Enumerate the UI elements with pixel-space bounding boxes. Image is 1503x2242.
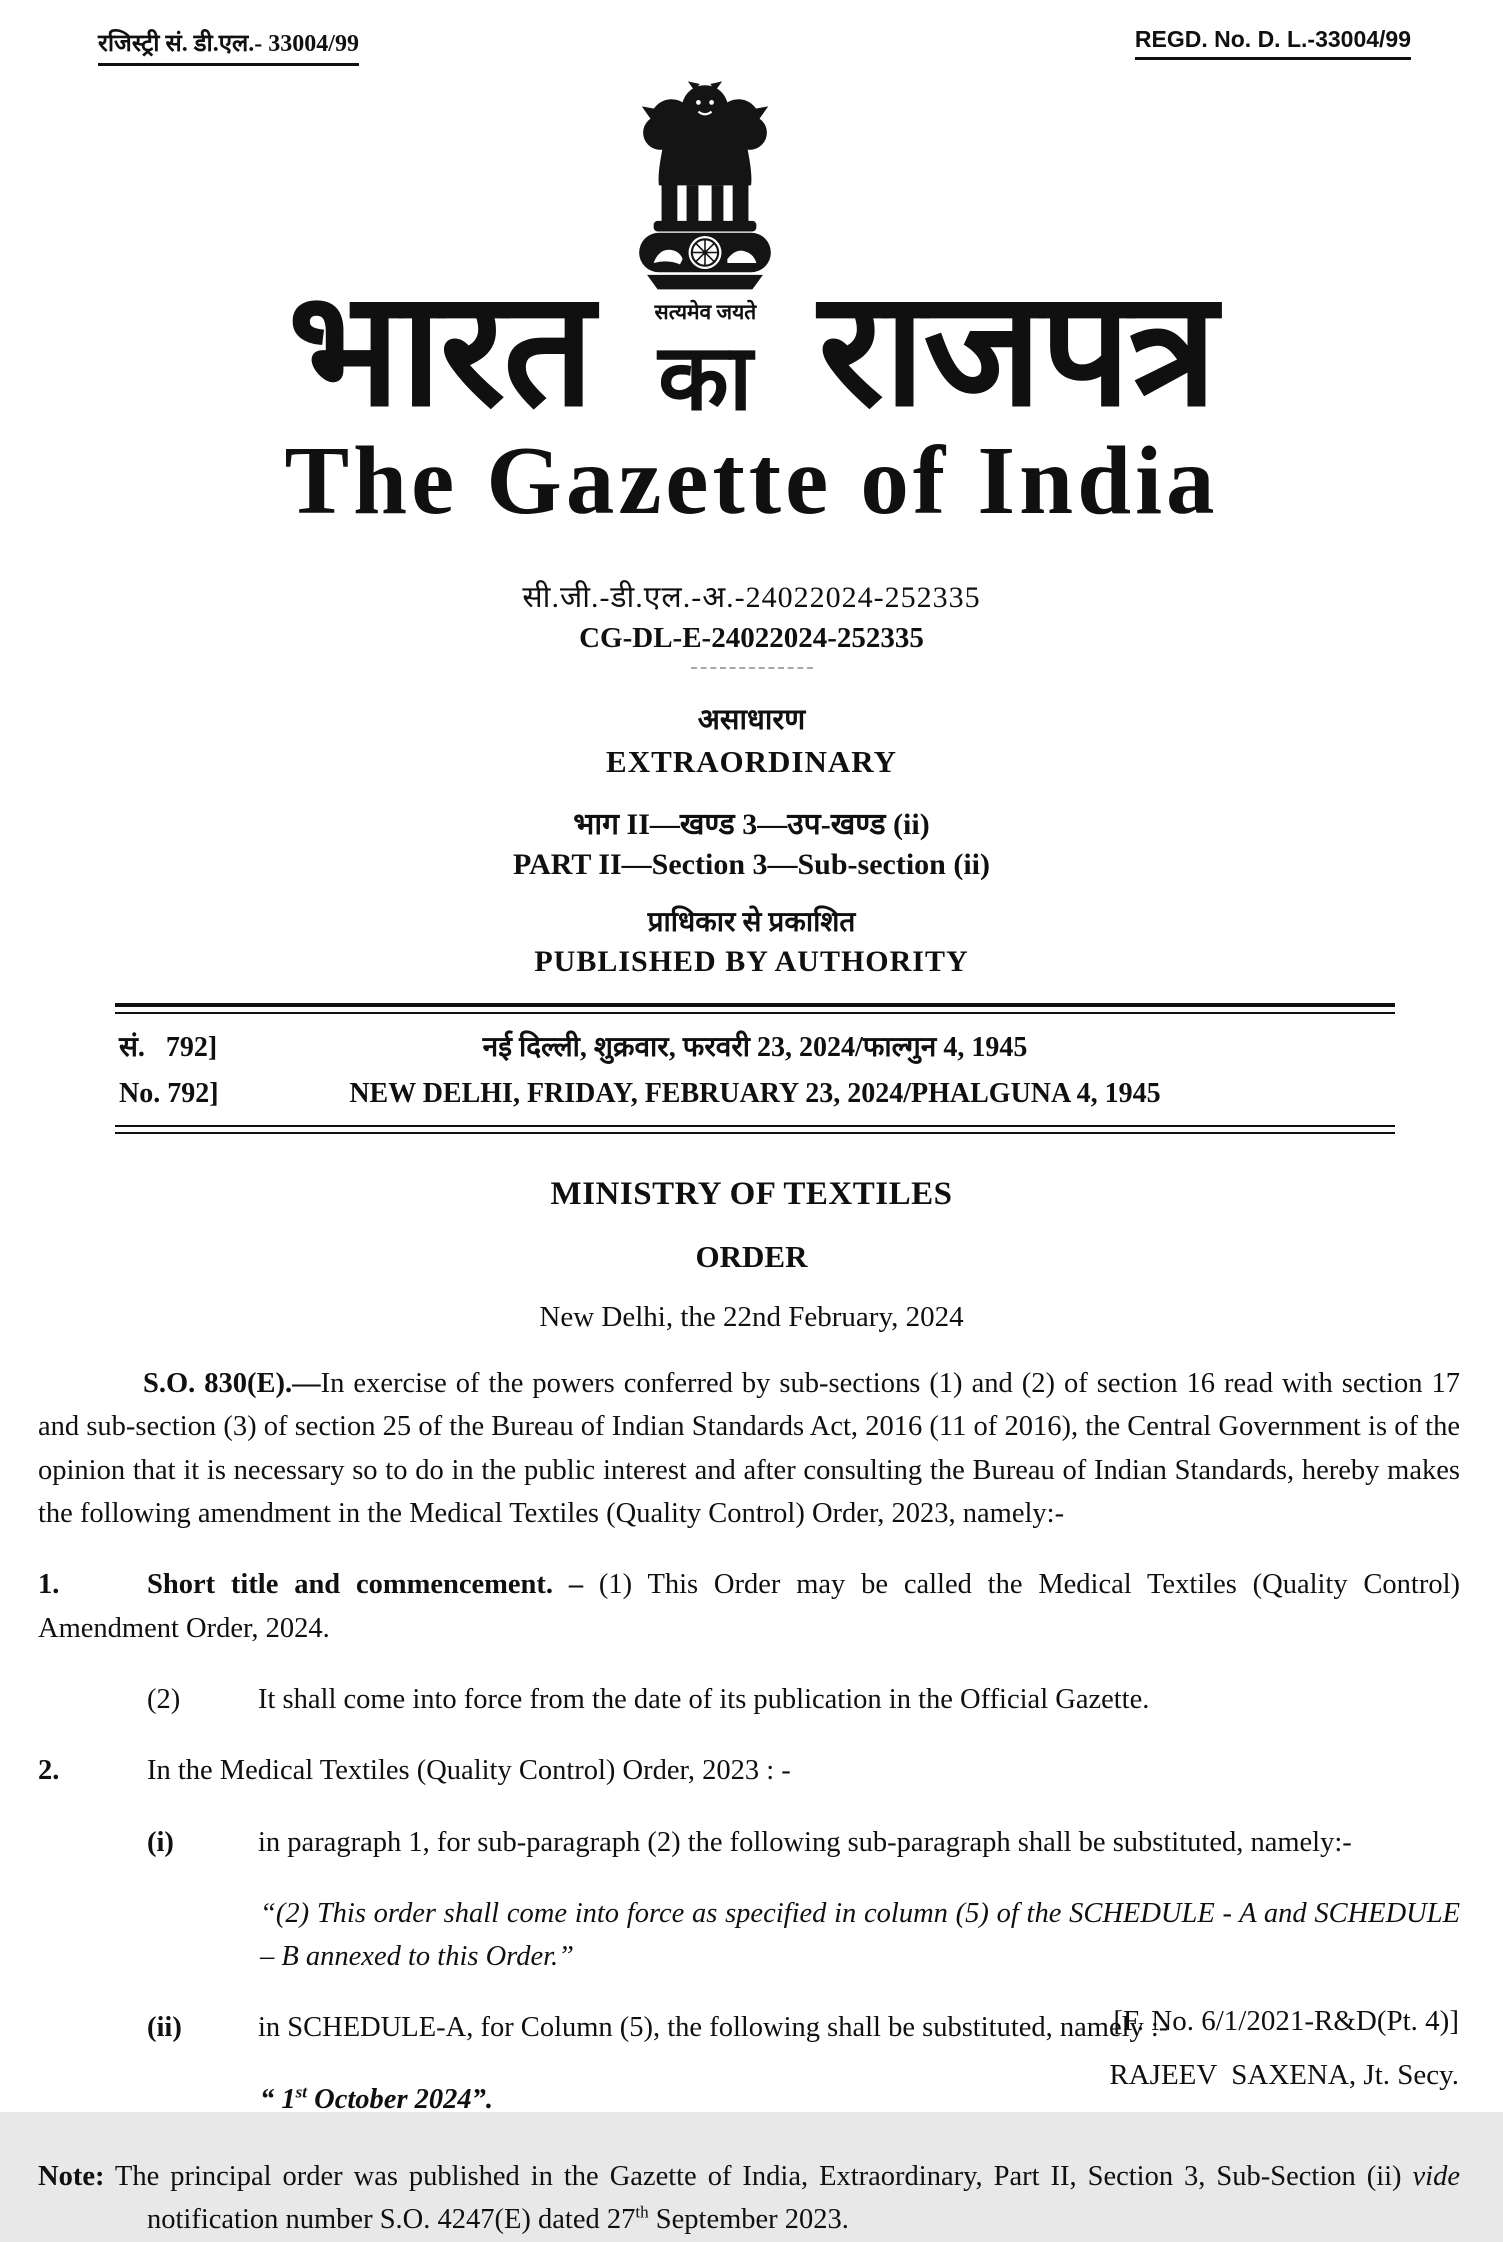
quoted-date-sup: st bbox=[295, 2082, 308, 2102]
note-part1: The principal order was published in the Gazette of India, Extraordinary, Part II, Section 3, Sub-Section (ii) bbox=[104, 2161, 1413, 2193]
item-1-text: (1) This Order may be called the Medical Textiles (Quality Control) Amendment Order, 2024. bbox=[38, 1569, 1461, 1644]
quoted-date-post: October 2024”. bbox=[307, 2083, 494, 2115]
item-2-text: In the Medical Textiles (Quality Control) Order, 2023 : - bbox=[147, 1755, 791, 1787]
issue-date-english: NEW DELHI, FRIDAY, FEBRUARY 23, 2024/PHALGUNA 4, 1945 bbox=[349, 1078, 1161, 1109]
document-id-hindi: सी.जी.-डी.एल.-अ.-24022024-252335 bbox=[522, 581, 981, 614]
registration-header bbox=[0, 0, 1503, 66]
clause-ii-text: in SCHEDULE-A, for Column (5), the following shall be substituted, namely :- bbox=[258, 2012, 1169, 2044]
file-number: [F. No. 6/1/2021-R&D(Pt. 4)] bbox=[1113, 2005, 1459, 2037]
item-1-title: Short title and commencement. – bbox=[147, 1569, 599, 1601]
part-line-hindi: भाग II—खण्ड 3—उप-खण्ड (ii) bbox=[573, 808, 930, 841]
registration-number-english: REGD. No. D. L.-33004/99 bbox=[1135, 26, 1411, 60]
issue-date-hindi: नई दिल्ली, शुक्रवार, फरवरी 23, 2024/फाल्गुन 4, 1945 bbox=[482, 1032, 1028, 1063]
ministry-title: MINISTRY OF TEXTILES bbox=[550, 1176, 953, 1212]
extraordinary-english: EXTRAORDINARY bbox=[606, 744, 897, 779]
signature-block bbox=[1109, 1984, 1459, 2092]
sub-2-text: It shall come into force from the date of its publication in the Official Gazette. bbox=[258, 1683, 1150, 1715]
gazette-english-title: The Gazette of India bbox=[284, 427, 1219, 534]
double-rule-top bbox=[115, 1003, 1395, 1014]
note-part3: September 2023. bbox=[648, 2204, 849, 2236]
clause-i bbox=[147, 1821, 1460, 1864]
document-type: ORDER bbox=[695, 1239, 808, 1274]
item-1-number: 1. bbox=[38, 1569, 60, 1601]
clause-i-text: in paragraph 1, for sub-paragraph (2) the following sub-paragraph shall be substituted, namely:- bbox=[258, 1826, 1352, 1858]
clause-i-number: (i) bbox=[147, 1826, 174, 1858]
masthead-hindi-ka: का bbox=[658, 327, 753, 429]
issue-number-english: No. 792] bbox=[119, 1078, 219, 1109]
so-paragraph bbox=[38, 1362, 1460, 1535]
item-2 bbox=[38, 1749, 1460, 1792]
note-paragraph bbox=[38, 2155, 1460, 2242]
dashed-separator bbox=[691, 667, 813, 669]
issue-number-hindi: सं. 792] bbox=[119, 1032, 218, 1063]
issue-row-hindi bbox=[115, 1027, 1395, 1065]
place-and-date: New Delhi, the 22nd February, 2024 bbox=[539, 1301, 964, 1333]
signatory: RAJEEV SAXENA, Jt. Secy. bbox=[1109, 2059, 1459, 2091]
double-rule-bottom bbox=[115, 1125, 1395, 1134]
extraordinary-hindi: असाधारण bbox=[697, 704, 806, 736]
note-part2: notification number S.O. 4247(E) dated 27 bbox=[147, 2204, 636, 2236]
note-vide: vide bbox=[1412, 2161, 1460, 2193]
issue-row-english bbox=[115, 1078, 1395, 1110]
item-1 bbox=[38, 1563, 1460, 1650]
publication-block bbox=[0, 699, 1503, 979]
emblem-motto: सत्यमेव जयते bbox=[654, 300, 757, 324]
masthead-hindi-rajpatra: राजपत्र bbox=[818, 260, 1216, 439]
clause-ii-number: (ii) bbox=[147, 2012, 182, 2044]
item-2-number: 2. bbox=[38, 1755, 60, 1787]
masthead-hindi-bharat: भारत bbox=[287, 260, 593, 439]
part-line-english: PART II—Section 3—Sub-section (ii) bbox=[512, 848, 991, 881]
authority-line-english: PUBLISHED BY AUTHORITY bbox=[534, 945, 969, 978]
lion-capital-emblem-icon bbox=[626, 80, 784, 296]
authority-line-hindi: प्राधिकार से प्रकाशित bbox=[647, 907, 856, 938]
masthead bbox=[0, 80, 1503, 439]
document-id-english: CG-DL-E-24022024-252335 bbox=[579, 622, 924, 654]
so-number: S.O. 830(E).— bbox=[143, 1368, 321, 1399]
registration-number-hindi: रजिस्ट्री सं. डी.एल.- 33004/99 bbox=[98, 26, 359, 66]
quoted-subparagraph: “(2) This order shall come into force as specified in column (5) of the SCHEDULE - A and SCHEDULE – B annexed to this Order.” bbox=[260, 1897, 1460, 1973]
order-body bbox=[38, 1362, 1460, 2242]
document-id-block bbox=[0, 575, 1503, 669]
masthead-center bbox=[626, 80, 784, 429]
item-1-sub-2 bbox=[147, 1678, 1460, 1721]
note-superscript: th bbox=[635, 2202, 649, 2222]
note-label: Note: bbox=[38, 2161, 105, 2193]
sub-2-number: (2) bbox=[147, 1683, 181, 1715]
quoted-date-pre: “ 1 bbox=[260, 2083, 296, 2115]
issue-band bbox=[115, 1003, 1395, 1134]
so-text: In exercise of the powers conferred by sub-sections (1) and (2) of section 16 read with section 17 and sub-section (3) of section 25 of the Bureau of Indian Standards Act, 2016 (11 of 2016), the Central Government is of the opinion that it is necessary so to do in the public interest and after consulting the Bureau of Indian Standards, hereby makes the following amendment in the Medical Textiles (Quality Control) Order, 2023, namely:- bbox=[38, 1368, 1460, 1529]
